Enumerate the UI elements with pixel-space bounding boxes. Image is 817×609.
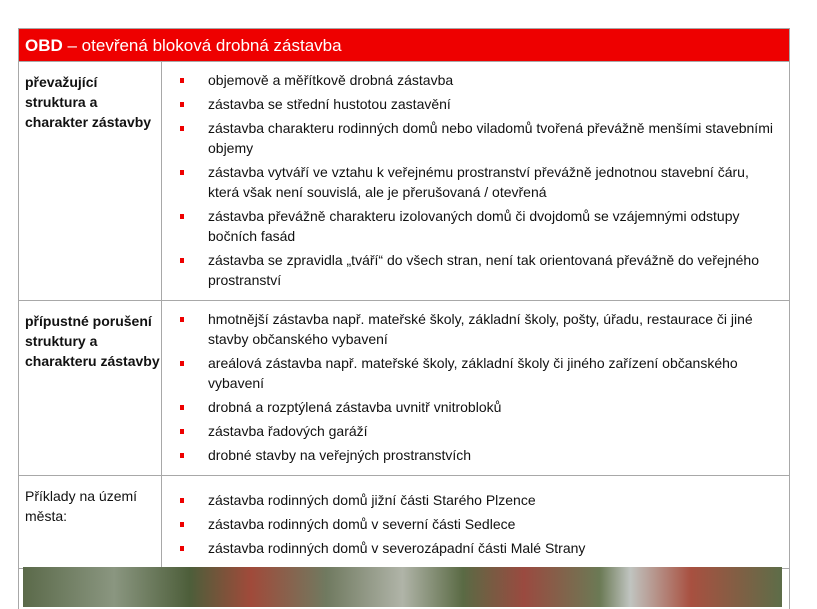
zone-code: OBD [25,36,63,55]
list-item: objemově a měřítkově drobná zástavba [162,70,789,90]
bullet-list [162,301,789,475]
list-item: zástavba rodinných domů jižní části Starého Plzence [162,490,789,510]
list-item: zástavba řadových garáží [162,421,789,441]
list-item: drobné stavby na veřejných prostranstvích [162,445,789,465]
bullet-list [162,62,789,300]
list-item: zástavba charakteru rodinných domů nebo viladomů tvořená převážně menšími stavebními objemy [162,118,789,158]
bullet-list [162,476,789,568]
table-row [19,476,789,569]
table-row [19,301,789,476]
zone-title: – otevřená bloková drobná zástavba [62,36,342,55]
list-item: areálová zástavba např. mateřské školy, základní školy či jiného zařízení občanského vybavení [162,353,789,393]
aerial-photo [23,567,782,607]
table-header [19,29,789,62]
list-item: zástavba rodinných domů v severozápadní části Malé Strany [162,538,789,558]
list-item: zástavba se střední hustotou zastavění [162,94,789,114]
list-item: zástavba se zpravidla „tváří“ do všech stran, není tak orientovaná převážně do veřejného prostranství [162,250,789,290]
row-label: Příklady na území města: [19,476,162,568]
row-label: přípustné porušení struktury a charakteru zástavby [19,301,162,475]
zone-table [18,28,790,569]
list-item: zástavba vytváří ve vztahu k veřejnému prostranství převážně jednotnou stavební čáru, která však není souvislá, ale je přerušovaná / otevřená [162,162,789,202]
list-item: hmotnější zástavba např. mateřské školy, základní školy, pošty, úřadu, restaurace či jiné stavby občanského vybavení [162,309,789,349]
list-item: zástavba rodinných domů v severní části Sedlece [162,514,789,534]
row-label: převažující struktura a charakter zástavby [19,62,162,300]
list-item: drobná a rozptýlená zástavba uvnitř vnitrobloků [162,397,789,417]
table-row [19,62,789,301]
list-item: zástavba převážně charakteru izolovaných domů či dvojdomů se vzájemnými odstupy bočních fasád [162,206,789,246]
